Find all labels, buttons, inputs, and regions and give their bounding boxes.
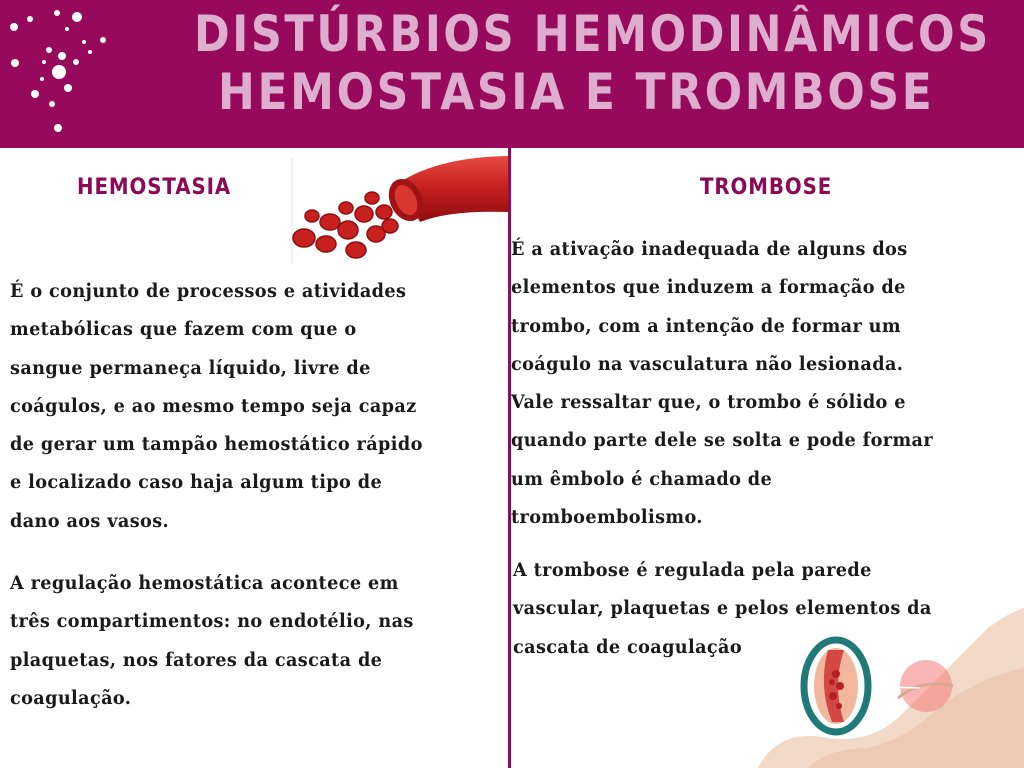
leg-thrombosis-image [748,608,1024,768]
trombose-paragraph-1: É a ativação inadequada de alguns dos elementos que induzem a formação de trombo, com a intenção de formar um coágulo na vasculatura não lesionada. Vale ressaltar que, o trombo é sólido e quando parte dele se solta e pode formar um êmbolo é chamado de tromboembolismo. [511,238,934,529]
header-banner [0,0,1024,148]
hemostasia-paragraph-1: É o conjunto de processos e atividades metabólicas que fazem com que o sangue permaneça líquido, livre de coágulos, e ao mesmo tempo seja capaz de gerar um tampão hemostático rápido e localizado caso haja algum tipo de dano aos vasos. [10,280,423,532]
page-title-line-2: HEMOSTASIA E TROMBOSE [218,63,935,121]
hemostasia-paragraph-2: A regulação hemostática acontece em três compartimentos: no endotélio, nas plaquetas, nos fatores da cascata de coagulação. [10,572,414,709]
blood-vessel-image [290,152,508,270]
decorative-dots [0,0,120,148]
trombose-heading: TROMBOSE [700,175,833,200]
hemostasia-heading: HEMOSTASIA [77,175,232,200]
page-title-line-1: DISTÚRBIOS HEMODINÂMICOS [194,5,991,63]
trombose-paragraph-2: A trombose é regulada pela parede vascular, plaquetas e pelos elementos da cascata de coagulação [513,559,932,658]
